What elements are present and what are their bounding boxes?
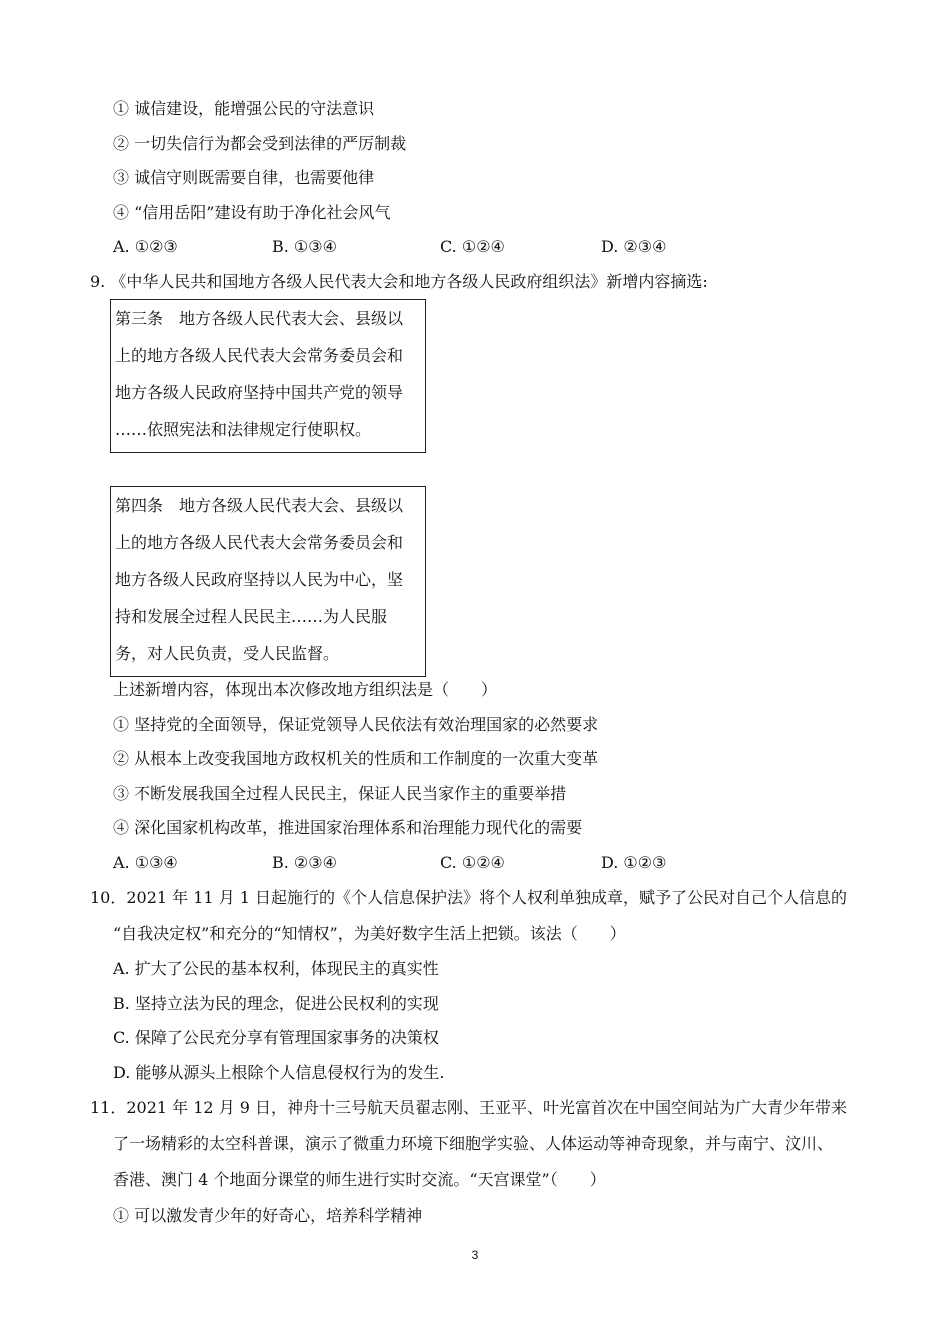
q9-box1-line-4: ……依照宪法和法律规定行使职权。 bbox=[115, 420, 372, 439]
q9-option-c[interactable]: C. ①②④ bbox=[440, 853, 505, 872]
q10-stem-line-2: “自我决定权”和充分的“知情权”，为美好数字生活上把锁。该法（ ） bbox=[113, 924, 626, 943]
q8-statement-1: ① 诚信建设，能增强公民的守法意识 bbox=[113, 99, 375, 118]
q8-statement-4: ④ “信用岳阳”建设有助于净化社会风气 bbox=[113, 203, 391, 222]
q8-statement-2: ② 一切失信行为都会受到法律的严厉制裁 bbox=[113, 134, 407, 153]
q8-option-a[interactable]: A. ①②③ bbox=[113, 237, 178, 256]
q9-statement-4: ④ 深化国家机构改革，推进国家治理体系和治理能力现代化的需要 bbox=[113, 818, 583, 837]
q10-choice-a[interactable]: A. 扩大了公民的基本权利，体现民主的真实性 bbox=[113, 959, 439, 978]
q9-box1-line-2: 上的地方各级人民代表大会常务委员会和 bbox=[115, 346, 404, 365]
q9-question: 上述新增内容，体现出本次修改地方组织法是（ ） bbox=[113, 680, 498, 699]
page-number: 3 bbox=[471, 1248, 479, 1262]
q9-option-b[interactable]: B. ②③④ bbox=[272, 853, 337, 872]
q9-statement-1: ① 坚持党的全面领导，保证党领导人民依法有效治理国家的必然要求 bbox=[113, 715, 599, 734]
q11-stem-line-1: 11．2021 年 12 月 9 日，神舟十三号航天员翟志刚、王亚平、叶光富首次在中国空间站为广大青少年带来 bbox=[90, 1098, 848, 1117]
q8-option-d[interactable]: D. ②③④ bbox=[601, 237, 667, 256]
q9-statement-2: ② 从根本上改变我国地方政权机关的性质和工作制度的一次重大变革 bbox=[113, 749, 599, 768]
q10-stem-line-1: 10．2021 年 11 月 1 日起施行的《个人信息保护法》将个人权利单独成章，赋予了公民对自己个人信息的 bbox=[90, 888, 848, 907]
q11-stem-line-3: 香港、澳门 4 个地面分课堂的师生进行实时交流。“天宫课堂”（ ） bbox=[113, 1170, 606, 1189]
q9-excerpt-box-2 bbox=[110, 486, 426, 677]
q11-stem-line-2: 了一场精彩的太空科普课，演示了微重力环境下细胞学实验、人体运动等神奇现象，并与南宁、汶川、 bbox=[113, 1134, 834, 1153]
q8-statement-3: ③ 诚信守则既需要自律，也需要他律 bbox=[113, 168, 375, 187]
q9-excerpt-box-1 bbox=[110, 299, 426, 453]
q9-stem: 9. 《中华人民共和国地方各级人民代表大会和地方各级人民政府组织法》新增内容摘选: bbox=[90, 272, 708, 291]
q9-statement-3: ③ 不断发展我国全过程人民民主，保证人民当家作主的重要举措 bbox=[113, 784, 567, 803]
q9-box2-line-5: 务，对人民负责，受人民监督。 bbox=[115, 644, 340, 663]
q9-box1-line-3: 地方各级人民政府坚持中国共产党的领导 bbox=[115, 383, 404, 402]
q9-box2-line-3: 地方各级人民政府坚持以人民为中心，坚 bbox=[115, 570, 404, 589]
q9-box1-line-1: 第三条 地方各级人民代表大会、县级以 bbox=[115, 309, 404, 328]
q10-choice-c[interactable]: C. 保障了公民充分享有管理国家事务的决策权 bbox=[113, 1028, 439, 1047]
q11-statement-1: ① 可以激发青少年的好奇心，培养科学精神 bbox=[113, 1206, 423, 1225]
q10-choice-d[interactable]: D. 能够从源头上根除个人信息侵权行为的发生. bbox=[113, 1063, 445, 1082]
q9-box2-line-1: 第四条 地方各级人民代表大会、县级以 bbox=[115, 496, 404, 515]
q9-box2-line-2: 上的地方各级人民代表大会常务委员会和 bbox=[115, 533, 404, 552]
q8-option-b[interactable]: B. ①③④ bbox=[272, 237, 337, 256]
q8-option-c[interactable]: C. ①②④ bbox=[440, 237, 505, 256]
q9-option-d[interactable]: D. ①②③ bbox=[601, 853, 667, 872]
q9-box2-line-4: 持和发展全过程人民民主……为人民服 bbox=[115, 607, 388, 626]
q10-choice-b[interactable]: B. 坚持立法为民的理念，促进公民权利的实现 bbox=[113, 994, 439, 1013]
q9-option-a[interactable]: A. ①③④ bbox=[113, 853, 178, 872]
